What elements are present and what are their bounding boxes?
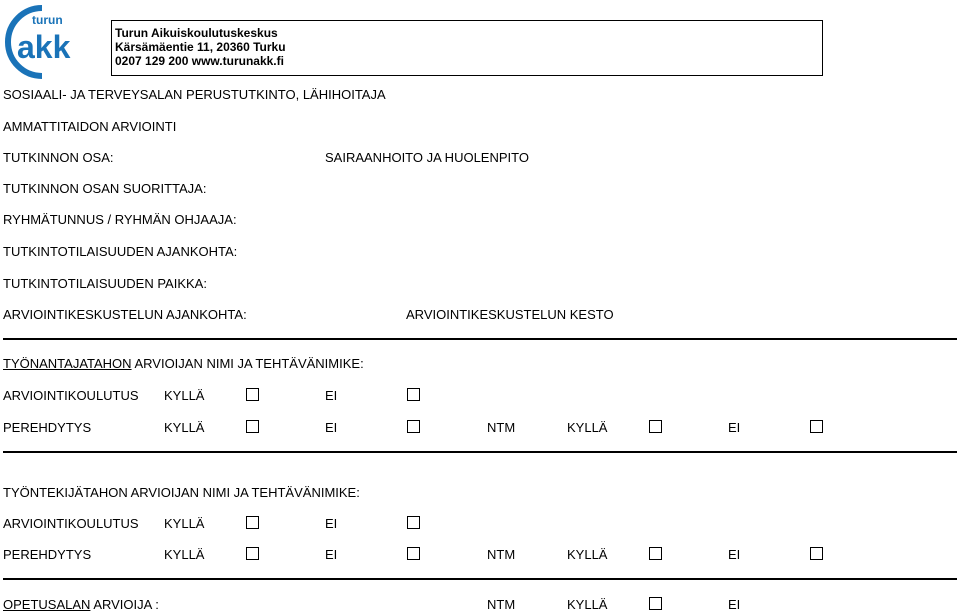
turun-akk-logo (2, 2, 94, 80)
kylla-label: KYLLÄ (164, 547, 205, 562)
ntm-kylla-checkbox[interactable] (649, 547, 662, 560)
arviointikoulutus-label: ARVIOINTIKOULUTUS (3, 388, 139, 403)
perehdytys-kylla-checkbox[interactable] (246, 547, 259, 560)
arviointikoulutus-kylla-checkbox[interactable] (246, 516, 259, 529)
kylla-label: KYLLÄ (567, 420, 608, 435)
document-title: SOSIAALI- JA TERVEYSALAN PERUSTUTKINTO, LÄHIHOITAJA (3, 87, 386, 102)
section-divider (3, 338, 957, 340)
perehdytys-label: PEREHDYTYS (3, 547, 92, 562)
document-subtitle: AMMATTITAIDON ARVIOINTI (3, 119, 177, 134)
section-divider (3, 578, 957, 580)
ntm-ei-checkbox[interactable] (810, 547, 823, 560)
ryhma-label: RYHMÄTUNNUS / RYHMÄN OHJAAJA: (3, 212, 237, 227)
org-contact: 0207 129 200 www.turunakk.fi (115, 54, 284, 68)
kylla-label: KYLLÄ (164, 388, 205, 403)
ntm-label: NTM (487, 547, 516, 562)
ei-label: EI (325, 388, 338, 403)
logo-graphic (2, 2, 94, 80)
ei-label: EI (728, 420, 741, 435)
opetusala-heading (3, 597, 159, 612)
perehdytys-ei-checkbox[interactable] (407, 547, 420, 560)
kylla-label: KYLLÄ (567, 597, 608, 612)
ei-label: EI (728, 597, 741, 612)
tyonantaja-heading-rest: ARVIOIJAN NIMI JA TEHTÄVÄNIMIKE: (131, 356, 364, 371)
perehdytys-ei-checkbox[interactable] (407, 420, 420, 433)
ntm-ei-checkbox[interactable] (810, 420, 823, 433)
arviointikoulutus-ei-checkbox[interactable] (407, 388, 420, 401)
tyonantaja-heading-underlined: TYÖNANTAJATAHON (3, 356, 132, 371)
ntm-label: NTM (487, 597, 516, 612)
perehdytys-label: PEREHDYTYS (3, 420, 92, 435)
header-address-box (111, 20, 823, 76)
suorittaja-label: TUTKINNON OSAN SUORITTAJA: (3, 181, 207, 196)
arviointikoulutus-kylla-checkbox[interactable] (246, 388, 259, 401)
tutkinnon-osa-label: TUTKINNON OSA: (3, 150, 114, 165)
org-name: Turun Aikuiskoulutuskeskus (115, 26, 278, 40)
ei-label: EI (325, 547, 338, 562)
ntm-label: NTM (487, 420, 516, 435)
org-address: Kärsämäentie 11, 20360 Turku (115, 40, 286, 54)
ei-label: EI (325, 516, 338, 531)
section-divider (3, 451, 957, 453)
kylla-label: KYLLÄ (567, 547, 608, 562)
keskustelu-kesto-label: ARVIOINTIKESKUSTELUN KESTO (406, 307, 614, 322)
kylla-label: KYLLÄ (164, 420, 205, 435)
opetusala-heading-underlined: OPETUSALAN (3, 597, 91, 612)
tutkinnon-osa-value: SAIRAANHOITO JA HUOLENPITO (325, 150, 529, 165)
arviointikoulutus-ei-checkbox[interactable] (407, 516, 420, 529)
opetusala-heading-rest: ARVIOIJA : (90, 597, 159, 612)
kylla-label: KYLLÄ (164, 516, 205, 531)
perehdytys-kylla-checkbox[interactable] (246, 420, 259, 433)
svg-text:akk: akk (17, 29, 71, 65)
keskustelu-ajankohta-label: ARVIOINTIKESKUSTELUN AJANKOHTA: (3, 307, 247, 322)
opetusala-ntm-kylla-checkbox[interactable] (649, 597, 662, 610)
ajankohta-label: TUTKINTOTILAISUUDEN AJANKOHTA: (3, 244, 238, 259)
arviointikoulutus-label: ARVIOINTIKOULUTUS (3, 516, 139, 531)
svg-text:turun: turun (32, 13, 63, 27)
tyontekija-heading: TYÖNTEKIJÄTAHON ARVIOIJAN NIMI JA TEHTÄVÄNIMIKE: (3, 485, 360, 500)
ei-label: EI (325, 420, 338, 435)
ntm-kylla-checkbox[interactable] (649, 420, 662, 433)
ei-label: EI (728, 547, 741, 562)
tyonantaja-heading (3, 356, 364, 371)
paikka-label: TUTKINTOTILAISUUDEN PAIKKA: (3, 276, 207, 291)
